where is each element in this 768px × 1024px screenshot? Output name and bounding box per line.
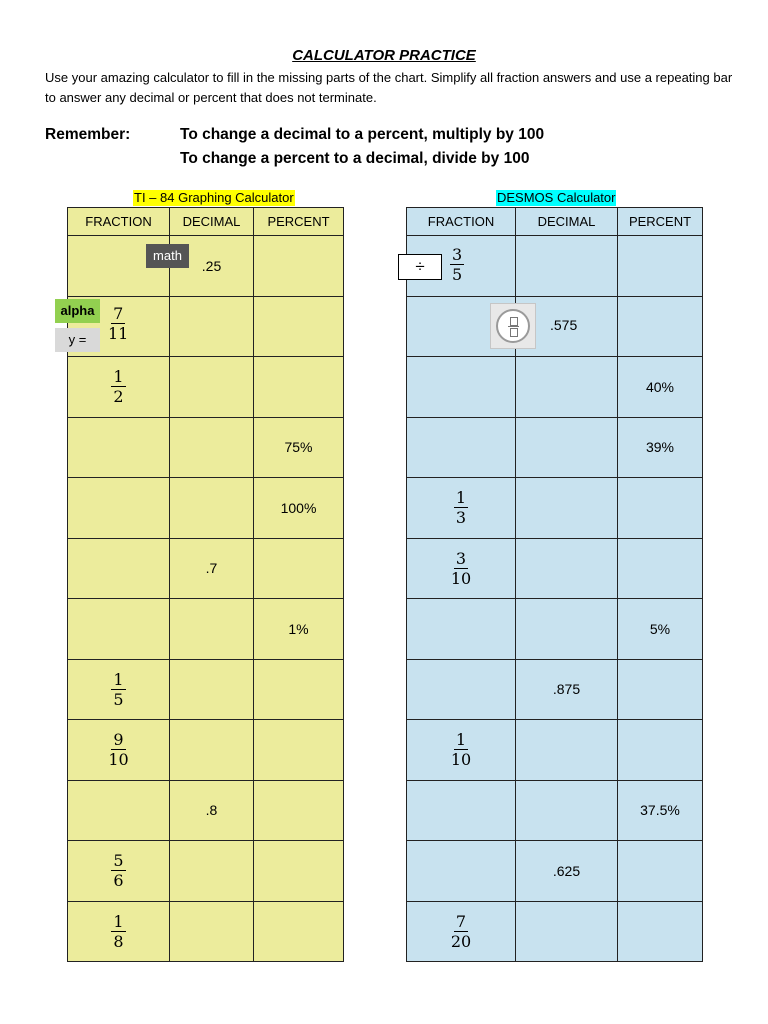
fraction-numerator: 1	[455, 488, 467, 508]
fraction-denominator: 5	[452, 265, 463, 284]
table-row	[407, 659, 703, 720]
fraction-cell[interactable]	[68, 780, 170, 841]
fraction-denominator: 6	[113, 871, 124, 891]
percent-cell[interactable]: 5%	[618, 599, 703, 660]
fraction-cell[interactable]	[407, 599, 516, 660]
column-header-percent: PERCENT	[254, 208, 344, 236]
divide-key-icon: ÷	[398, 254, 442, 280]
fraction-value	[449, 549, 473, 588]
percent-cell[interactable]: 75%	[254, 417, 344, 478]
remember-label: Remember:	[45, 126, 131, 143]
fraction-cell[interactable]	[68, 478, 170, 539]
column-header-fraction: FRACTION	[68, 208, 170, 236]
desmos-table-title: DESMOS Calculator	[497, 190, 616, 205]
decimal-cell[interactable]	[516, 901, 618, 962]
decimal-cell[interactable]	[516, 538, 618, 599]
decimal-cell[interactable]	[170, 357, 254, 418]
percent-cell[interactable]: 40%	[618, 357, 703, 418]
percent-cell[interactable]	[618, 478, 703, 539]
fraction-value	[449, 912, 473, 951]
table-row	[68, 720, 344, 781]
fraction-denominator: 3	[455, 508, 467, 528]
fraction-value	[111, 670, 125, 709]
decimal-cell[interactable]	[516, 417, 618, 478]
fraction-cell[interactable]	[407, 780, 516, 841]
table-row	[68, 841, 344, 902]
column-header-decimal: DECIMAL	[170, 208, 254, 236]
percent-cell[interactable]	[618, 659, 703, 720]
fraction-denominator: 10	[450, 568, 472, 588]
fraction-3-5	[450, 245, 464, 284]
decimal-cell[interactable]	[170, 478, 254, 539]
fraction-key-numerator-box	[510, 317, 518, 326]
fraction-denominator: 20	[450, 931, 472, 951]
fraction-numerator: 1	[113, 911, 124, 931]
decimal-cell[interactable]	[170, 901, 254, 962]
percent-cell[interactable]	[618, 841, 703, 902]
fraction-denominator: 8	[113, 931, 124, 951]
decimal-cell[interactable]	[516, 236, 618, 297]
fraction-numerator: 1	[455, 730, 467, 750]
table-row	[407, 901, 703, 962]
column-header-decimal: DECIMAL	[516, 208, 618, 236]
percent-cell[interactable]	[618, 901, 703, 962]
percent-cell[interactable]	[618, 236, 703, 297]
fraction-cell[interactable]	[407, 417, 516, 478]
percent-cell[interactable]	[254, 841, 344, 902]
y-equals-key-badge: y =	[55, 328, 100, 352]
table-row	[68, 659, 344, 720]
fraction-numerator: 5	[113, 851, 124, 871]
decimal-cell[interactable]	[170, 599, 254, 660]
table-row	[68, 538, 344, 599]
table-row	[68, 236, 344, 297]
decimal-cell[interactable]	[516, 599, 618, 660]
percent-cell[interactable]	[618, 296, 703, 357]
percent-cell[interactable]	[254, 357, 344, 418]
table-row	[407, 720, 703, 781]
decimal-cell[interactable]	[170, 720, 254, 781]
table-row	[407, 841, 703, 902]
fraction-cell[interactable]	[407, 720, 516, 781]
fraction-value	[454, 488, 468, 527]
decimal-cell[interactable]	[170, 296, 254, 357]
fraction-cell[interactable]	[407, 357, 516, 418]
decimal-cell[interactable]	[516, 478, 618, 539]
fraction-cell[interactable]	[68, 417, 170, 478]
table-row	[407, 780, 703, 841]
page-title: CALCULATOR PRACTICE	[292, 47, 476, 64]
decimal-cell[interactable]	[516, 720, 618, 781]
fraction-numerator: 1	[113, 669, 124, 689]
fraction-cell[interactable]	[68, 901, 170, 962]
decimal-cell[interactable]	[516, 780, 618, 841]
fraction-value	[111, 912, 125, 951]
fraction-value	[111, 367, 125, 406]
fraction-cell[interactable]	[407, 841, 516, 902]
decimal-cell[interactable]: .8	[170, 780, 254, 841]
decimal-cell[interactable]: .7	[170, 538, 254, 599]
fraction-cell[interactable]	[407, 659, 516, 720]
decimal-value-575: .575	[550, 317, 578, 333]
fraction-numerator: 7	[455, 911, 467, 931]
fraction-cell[interactable]	[68, 538, 170, 599]
fraction-numerator: 1	[113, 367, 124, 387]
table-row	[407, 417, 703, 478]
instructions-text: Use your amazing calculator to fill in the missing parts of the chart. Simplify all fraction answers and use a repeating bar to answer any decimal or percent that does not terminate.	[45, 70, 733, 105]
fraction-cell[interactable]	[407, 538, 516, 599]
fraction-key-circle	[496, 309, 530, 343]
math-key-badge: math	[146, 244, 189, 268]
percent-cell[interactable]	[254, 659, 344, 720]
table-row	[68, 357, 344, 418]
fraction-value	[106, 730, 130, 769]
table-row	[407, 599, 703, 660]
percent-cell[interactable]	[254, 538, 344, 599]
column-header-percent: PERCENT	[618, 208, 703, 236]
remember-line-2: To change a percent to a decimal, divide by 100	[180, 150, 530, 167]
fraction-value	[449, 730, 473, 769]
table-row	[68, 901, 344, 962]
fraction-denominator: 5	[113, 689, 124, 709]
remember-line-1: To change a decimal to a percent, multiply by 100	[180, 126, 545, 143]
percent-cell[interactable]: 1%	[254, 599, 344, 660]
percent-cell[interactable]	[254, 901, 344, 962]
fraction-cell[interactable]	[68, 599, 170, 660]
percent-cell[interactable]: 100%	[254, 478, 344, 539]
fraction-7-11	[106, 304, 130, 343]
table-row	[68, 417, 344, 478]
decimal-cell[interactable]	[170, 841, 254, 902]
percent-cell[interactable]	[254, 236, 344, 297]
fraction-key-icon	[490, 303, 536, 349]
percent-cell[interactable]: 37.5%	[618, 780, 703, 841]
percent-cell[interactable]	[618, 538, 703, 599]
decimal-cell[interactable]: .875	[516, 659, 618, 720]
fraction-numerator: 7	[113, 304, 124, 323]
fraction-cell[interactable]	[68, 659, 170, 720]
fraction-cell[interactable]	[407, 478, 516, 539]
fraction-cell[interactable]	[68, 720, 170, 781]
column-header-fraction: FRACTION	[407, 208, 516, 236]
fraction-cell[interactable]	[68, 841, 170, 902]
decimal-cell[interactable]: .25	[170, 236, 254, 297]
fraction-numerator: 3	[455, 548, 467, 568]
fraction-denominator: 11	[108, 324, 129, 343]
percent-cell[interactable]	[254, 780, 344, 841]
fraction-denominator: 10	[108, 750, 129, 770]
percent-cell[interactable]	[254, 296, 344, 357]
percent-cell[interactable]	[254, 720, 344, 781]
percent-cell[interactable]: 39%	[618, 417, 703, 478]
decimal-cell[interactable]	[170, 659, 254, 720]
decimal-cell[interactable]	[516, 357, 618, 418]
fraction-key-denominator-box	[510, 328, 518, 337]
table-row	[68, 599, 344, 660]
decimal-cell[interactable]: .625	[516, 841, 618, 902]
decimal-cell[interactable]	[170, 417, 254, 478]
alpha-key-badge: alpha	[55, 299, 100, 323]
ti84-table-title: TI – 84 Graphing Calculator	[134, 190, 294, 205]
fraction-denominator: 10	[450, 750, 472, 770]
table-row	[68, 478, 344, 539]
table-row	[407, 357, 703, 418]
table-row	[68, 780, 344, 841]
percent-cell[interactable]	[618, 720, 703, 781]
fraction-denominator: 2	[113, 387, 124, 407]
fraction-key-bar	[508, 326, 519, 327]
fraction-value	[111, 851, 125, 890]
fraction-numerator: 3	[452, 245, 463, 264]
fraction-numerator: 9	[113, 730, 124, 750]
fraction-cell[interactable]	[407, 901, 516, 962]
table-row	[407, 478, 703, 539]
fraction-cell[interactable]	[68, 357, 170, 418]
table-row	[407, 538, 703, 599]
